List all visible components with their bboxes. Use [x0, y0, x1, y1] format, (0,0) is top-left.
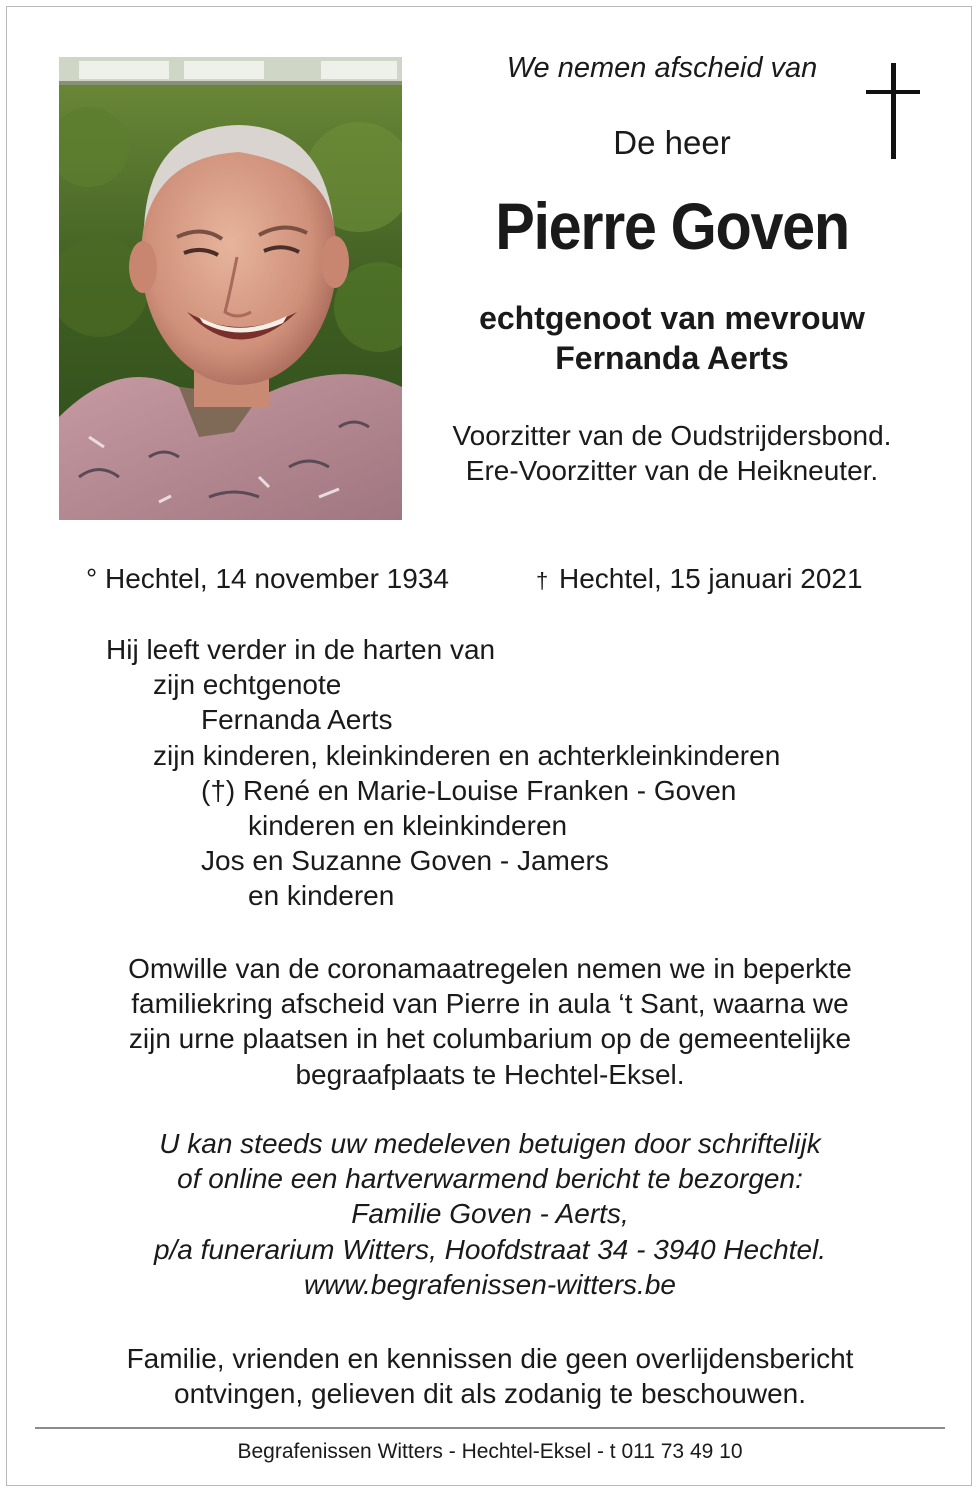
paragraph-line: zijn urne plaatsen in het columbarium op de gemeentelijke [128, 1023, 852, 1055]
list-item: (†) René en Marie-Louise Franken - Goven [201, 774, 737, 806]
spouse-line-2: Fernanda Aerts [555, 340, 789, 376]
paragraph-line: Familie, vrienden en kennissen die geen overlijdensbericht [126, 1343, 854, 1374]
list-item: kinderen en kleinkinderen [248, 810, 568, 842]
list-item: Hij leeft verder in de harten van [106, 634, 496, 665]
ceremony-paragraph [40, 951, 940, 1092]
website-link[interactable]: www.begrafenissen-witters.be [304, 1268, 676, 1300]
list-item: Jos en Suzanne Goven - Jamers [201, 845, 609, 877]
deceased-name: Pierre Goven [495, 189, 849, 263]
survivors-list [0, 632, 781, 914]
notice-paragraph [40, 1341, 940, 1411]
list-item: zijn kinderen, kleinkinderen en achterkleinkinderen [153, 739, 781, 771]
paragraph-line: ontvingen, gelieven dit als zodanig te beschouwen. [174, 1378, 806, 1410]
portrait-photo [59, 57, 402, 520]
paragraph-line: begraafplaats te Hechtel-Eksel. [295, 1058, 685, 1090]
paragraph-line: familiekring afscheid van Pierre in aula ‘t Sant, waarna we [131, 988, 849, 1020]
spouse-line-1: echtgenoot van mevrouw [479, 300, 865, 336]
paragraph-line: p/a funerarium Witters, Hoofdstraat 34 - 3940 Hechtel. [153, 1233, 827, 1265]
death-cross-icon: † [536, 568, 549, 593]
honorific: De heer [613, 124, 731, 161]
paragraph-line: Familie Goven - Aerts, [351, 1198, 629, 1230]
role-line-1: Voorzitter van de Oudstrijdersbond. [452, 420, 892, 451]
birth-date: ° Hechtel, 14 november 1934 [86, 563, 449, 594]
paragraph-line: of online een hartverwarmend bericht te bezorgen: [177, 1163, 803, 1195]
condolences-paragraph [40, 1126, 940, 1302]
paragraph-line: U kan steeds uw medeleven betuigen door schriftelijk [159, 1128, 821, 1159]
list-item: Fernanda Aerts [201, 704, 393, 736]
role-line-2: Ere-Voorzitter van de Heikneuter. [465, 455, 879, 486]
list-item: en kinderen [248, 880, 395, 912]
death-date: Hechtel, 15 januari 2021 [559, 563, 863, 594]
divider [35, 1427, 945, 1429]
intro-text: We nemen afscheid van [506, 52, 818, 84]
list-item: zijn echtgenote [153, 669, 342, 701]
footer-text: Begrafenissen Witters - Hechtel-Eksel - t 011 73 49 10 [237, 1440, 743, 1463]
paragraph-line: Omwille van de coronamaatregelen nemen we in beperkte [128, 953, 852, 984]
